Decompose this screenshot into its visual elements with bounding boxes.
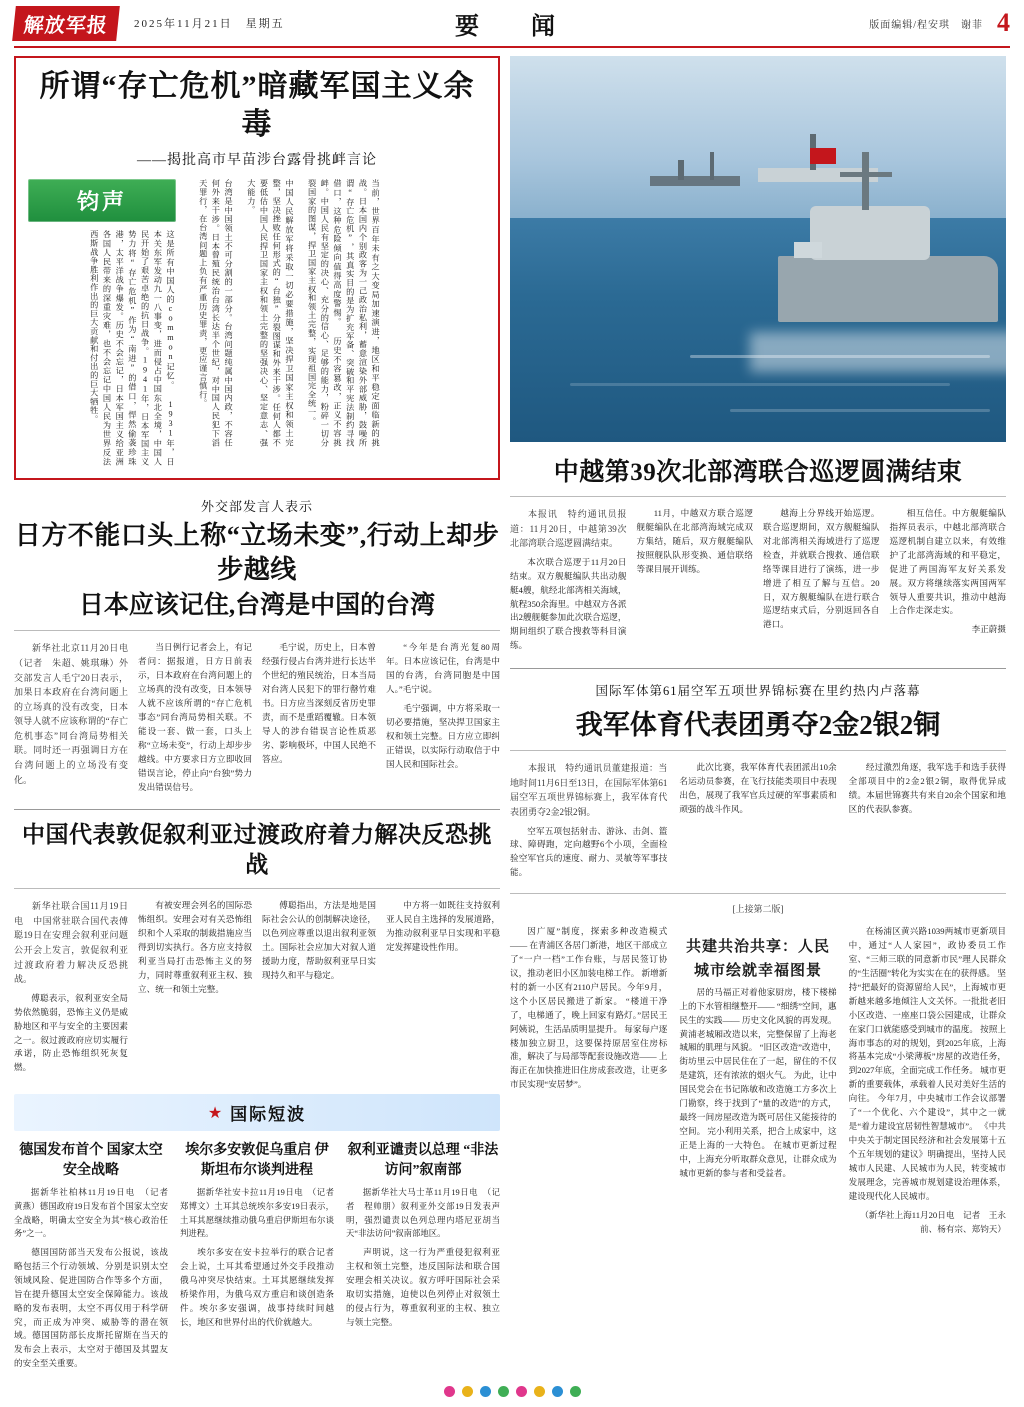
patrol-column-4 <box>890 507 1007 658</box>
right-column <box>510 56 1006 1376</box>
divider <box>510 496 1006 497</box>
patrol-columns <box>510 507 1006 658</box>
lead-column-2 <box>186 179 486 466</box>
city-column-1 <box>510 925 667 1236</box>
registration-dot <box>480 1386 491 1397</box>
brief-source: 据新华社柏林11月19日电 （记者 黄燕）德国政府19日发布首个国家太空安全战略，明确太空安全为其“核心政治任务”之一。 <box>14 1188 177 1239</box>
syria-article <box>14 820 500 1080</box>
lead-headline: 所谓“存亡危机”暗藏军国主义余毒 <box>39 70 475 141</box>
sports-kicker: 国际军体第61届空军五项世界锦标赛在里约热内卢落幕 <box>595 684 921 699</box>
syria-body-4: 中方将一如既往支持叙利亚人民自主选择的发展道路，为推动叙利亚早日实现和平稳定发挥建设性作用。 <box>386 900 500 953</box>
publish-date: 2025年11月21日 星期五 <box>134 18 285 30</box>
patrol-column-1 <box>510 507 627 658</box>
patrol-photo <box>510 56 1006 442</box>
sports-headline: 我军体育代表团勇夺2金2银2铜 <box>575 710 941 741</box>
city-body-1: 因广厦”制度，探索多种改造模式—— 在青浦区各居门新港，地区干部成立了“一户一档”工作台账，与居民签订协议，推动老旧小区加装电梯工作。 新增新村的新一小区有2110户居民。今年9月，这个小区居民搬进了新家。 “楼道干净了，电梯通了，晚上回家有路灯。”居民王阿姨说，生活品质明显提升。 每家每户逐楼加独立厨卫，这要保持原居室住房标准，解决了与局部等配套设施改造—— 上海正在加快推进旧住房成套改造，让更多市民实现“安居梦”。 <box>510 926 668 1090</box>
ship-yardarm <box>840 172 892 177</box>
registration-dot <box>534 1386 545 1397</box>
lead-body-1: 这是所有中国人的common记忆。 1931年，日本关东军发动九一八事变，进而侵占中国东北全境，中国人民开始了艰苦卓绝的抗日战争。1941年，日本军国主义势力将“存亡危机”作为“南进”的借口，悍然偷袭珍珠港，太平洋战争爆发。历史不会忘记，日本军国主义给亚洲各国人民带来的深重灾难，也不会忘记中国人民为世界反法西斯战争胜利作出的巨大贡献和付出的巨大牺牲。 <box>89 230 175 466</box>
lead-column-1 <box>28 179 176 466</box>
ship-distant <box>650 176 740 186</box>
syria-body-3: 傅聪指出，方法是地是国际社会公认的创制解决途径，以色列应尊重以退出叙利亚领土。国际社会应加大对叙人道援助力度，帮助叙利亚早日实现持久和平与稳定。 <box>262 900 376 980</box>
brief-title: 叙利亚谴责以总理 “非法访问”叙南部 <box>347 1143 499 1178</box>
sports-body-1: 空军五项包括射击、游泳、击剑、篮球、障碍跑，定向越野6个小项，全面检验空军官兵的速度、耐力、灵敏等军事技能。 <box>510 825 668 878</box>
brief-title: 德国发布首个 国家太空安全战略 <box>19 1143 163 1178</box>
mofa-column-4 <box>386 641 500 799</box>
sports-column-1 <box>510 761 667 885</box>
lead-body-4: 中国人民解放军将采取一切必要措施，坚决捍卫国家主权和领土完整，坚决挫败任何形式的“台独”分裂图谋和外来干涉。任何人都不要低估中国人民捍卫国家主权和领土完整的坚强决心、坚定意志、强大能力。 <box>246 179 294 447</box>
brief-source: 据新华社安卡拉11月19日电 （记者 郑博文）土耳其总统埃尔多安19日表示，土耳其愿继续推动俄乌重启伊斯坦布尔谈判进程。 <box>180 1188 343 1239</box>
divider <box>14 888 500 889</box>
registration-dot <box>552 1386 563 1397</box>
patrol-body-4: 相互信任。中方舰艇编队指挥员表示，中越北部湾联合巡逻机制自建立以来，有效维护了北部湾海域的和平稳定，促进了两国海军友好关系发展。双方将继续落实两国两军领导人重要共识，推动中越海上合作走深走实。 <box>889 508 1006 616</box>
mofa-column-2 <box>138 641 252 799</box>
ship-mast <box>710 152 714 180</box>
mofa-byline: 新华社北京11月20日电 （记者 朱超、姚琪琳）外交部发言人毛宁20日表示，加果日本政府在台湾问题上的立场真的没有改变，日本领导人就不应该称谓的“存亡危机事态”同台湾局势相关联。同时还一再强调日方在台湾问题上的立场没有变化。 <box>14 643 138 785</box>
mofa-article <box>14 496 500 799</box>
registration-dot <box>516 1386 527 1397</box>
city-subheading: 共建共治共享：人民 城市绘就幸福图景 <box>685 939 830 980</box>
lead-article <box>14 56 500 480</box>
city-body-2: 居的马福正对着他家厨房，楼下楼梯上的下水管相继整开—— “细绣”空间，惠民生的实践—— 历史文化风貌的再发现。黄浦老城厢改造以来，完整保留了上海老城厢的肌理与风貌。 “旧区改造”改造中，街坊里云中居民住在了一起，留住的不仅是建筑，还有浓浓的烟火气。 为此，让中国民党会在书记陈敏和改造施工方多次上门勘察，终于找到了“量的改造”的方式，最终一间房屋改造为既可居住又能接待的空间。 完小利用关系，把合上成家中，这正是上海的一大特色。 在城市更新过程中，上海充分听取群众意见，让群众成为城市更新的参与者和受益者。 <box>679 986 837 1178</box>
briefs-list <box>14 1141 500 1376</box>
patrol-column-3 <box>763 507 880 658</box>
patrol-byline: 本报讯 特约通讯员报道：11月20日，中越第39次北部湾联合巡逻圆满结束。 <box>510 509 627 549</box>
syria-body-2: 有被安理会列名的国际恐怖组织。安理会对有关恐怖组织和个人采取的制裁措施应当得到切实执行。各方应支持叙利亚当局打击恐怖主义的努力，同时尊重叙利亚主权、独立、统一和领土完整。 <box>138 900 252 994</box>
city-column-3 <box>849 925 1006 1236</box>
ship-gun-turret <box>794 242 822 258</box>
mofa-body-1: 当日例行记者会上，有记者问：据报道，日方日前表示，日本政府在台湾问题上的立场真的没有改变，日本领导人就不应该所谓的“存亡危机事态”同台湾局势相关联。不能设一套、做一套，口头上称“立场未变”，行动上却步步越线。中方要求日方立即收回错误言论，停止向“台独”势力发出错误信号。 <box>138 642 252 792</box>
page-body <box>14 56 1010 1376</box>
syria-headline: 中国代表敦促叙利亚过渡政府着力解决反恐挑战 <box>22 822 492 878</box>
divider <box>510 668 1006 669</box>
ship-wake <box>750 332 1006 372</box>
divider <box>14 809 500 810</box>
ship-main-mast <box>862 152 869 210</box>
brief-body: 埃尔多安在安卡拉举行的联合记者会上说，土耳其希望通过外交手段推动俄乌冲突尽快结束。土耳其愿继续发挥桥梁作用，为俄乌双方重启和谈创造条件。埃尔多安强调，战事持续时间越长，地区和世界付出的代价就越大。 <box>180 1246 334 1327</box>
masthead <box>14 0 1010 48</box>
registration-dot <box>444 1386 455 1397</box>
photo-caption: 中越第39次北部湾联合巡逻圆满结束 <box>553 459 963 486</box>
wave <box>730 409 990 412</box>
ship-mast <box>678 160 684 180</box>
registration-dot <box>462 1386 473 1397</box>
divider <box>510 750 1006 751</box>
lead-columns <box>28 179 486 466</box>
divider <box>510 893 1006 894</box>
brief-body: 声明说，这一行为严重侵犯叙利亚主权和领土完整，违反国际法和联合国安理会相关决议。叙方呼吁国际社会采取切实措施，迫使以色列停止对叙领土的侵占行为，尊重叙利亚的主权、独立与领土完整。 <box>346 1246 500 1327</box>
sports-column-3 <box>849 761 1006 885</box>
newspaper-logo: 解放军报 <box>12 6 120 41</box>
syria-body-1: 傅聪表示，叙利亚安全局势依然脆弱，恐怖主义仍是威胁地区和平与安全的主要因素之一。叙过渡政府应切实履行承诺，防止恐怖组织死灰复燃。 <box>14 992 128 1073</box>
mofa-headline-1: 日方不能口头上称“立场未变”,行动上却步步越线 <box>14 521 500 584</box>
city-column-2 <box>679 925 836 1236</box>
sports-body-3: 经过激烈角逐，我军选手和选手获得全部项目中的2金2银2铜，取得优异成绩。本届世锦赛共有来自20余个国家和地区的代表队参赛。 <box>848 762 1006 814</box>
ship-foreground-hull <box>778 256 998 322</box>
brief-item <box>14 1141 177 1376</box>
ship-superstructure <box>810 206 930 260</box>
mofa-headline-2: 日本应该记住,台湾是中国的台湾 <box>78 591 436 619</box>
syria-column-3 <box>262 899 376 1080</box>
section-title: 要 闻 <box>455 13 569 40</box>
patrol-column-2 <box>637 507 754 658</box>
mofa-column-1 <box>14 641 138 799</box>
syria-byline: 新华社联合国11月19日电 中国常驻联合国代表傅聪19日在安理会叙利亚问题公开会上发言，敦促叙利亚过渡政府着力解决反恐挑战。 <box>14 901 128 985</box>
mofa-columns <box>14 641 500 799</box>
color-registration-marks <box>14 1386 1010 1397</box>
mofa-kicker: 外交部发言人表示 <box>200 499 313 514</box>
ship-flag <box>810 148 836 164</box>
brief-source: 据新华社大马士革11月19日电 （记者 程帅朋）叙利亚外交部19日发表声明，强烈谴责以色列总理内塔尼亚胡当天“非法访问”叙南部地区。 <box>346 1188 500 1239</box>
syria-column-1 <box>14 899 128 1080</box>
brief-item <box>180 1141 343 1376</box>
page-number: 4 <box>997 8 1010 37</box>
photo-credit: 李正蔚摄 <box>971 624 1006 635</box>
left-column <box>14 56 500 1376</box>
mofa-column-3 <box>262 641 376 799</box>
mofa-body-2: 毛宁说，历史上，日本曾经强行侵占台湾并进行长达半个世纪的殖民统治，日本当局对台湾人民犯下的罪行罄竹难书。日方应当深刻反省历史罪责，而不是重蹈覆辙。日本领导人的涉台错误言论性质恶劣、影响极坏，中国人民绝不答应。 <box>262 642 376 764</box>
divider <box>14 630 500 631</box>
city-signature: （新华社上海11月20日电 记者 王永前、杨有宗、郑钧天） <box>860 1209 1006 1234</box>
brief-item <box>346 1141 500 1376</box>
patrol-body-2: 11月，中越双方联合巡逻舰艇编队在北部湾海域完成双方集结，随后，双方舰艇编队按照舰队队形变换、通信联络等课目展开训练。 <box>636 508 753 574</box>
briefs-title: 国际短波 <box>230 1105 307 1125</box>
international-briefs-band <box>14 1094 500 1131</box>
syria-column-2 <box>138 899 252 1080</box>
column-badge: 钧声 <box>28 179 176 222</box>
brief-title: 埃尔多安敦促乌重启 伊斯坦布尔谈判进程 <box>185 1143 329 1178</box>
mofa-body-4: 毛宁强调，中方将采取一切必要措施，坚决捍卫国家主权和领土完整。日方应立即纠正错误，以实际行动取信于中国人民和国际社会。 <box>386 703 500 769</box>
patrol-body-1: 本次联合巡逻于11月20日结束。双方舰艇编队共出动舰艇4艘，航经北部湾相关海域，航程350余海里。中越双方各派出2艘舰艇参加此次联合巡逻，期间组织了联合搜救等科目演练。 <box>510 556 627 651</box>
lead-body-3: 台湾是中国领土不可分割的一部分。台湾问题纯属中国内政，不容任何外来干涉。日本曾殖民统治台湾长达半个世纪，对中国人民犯下滔天罪行，在台湾问题上负有严重历史罪责，更应谨言慎行。 <box>198 179 234 447</box>
sports-body-2: 此次比赛，我军体育代表团派出10余名运动员参赛，在飞行技能类项目中表现出色，展现了我军官兵过硬的军事素质和顽强的战斗作风。 <box>679 762 837 814</box>
lead-subheadline: ——揭批高市早苗涉台露骨挑衅言论 <box>137 153 377 168</box>
syria-columns <box>14 899 500 1080</box>
lead-body-5: 当前，世界百年未有之大变局加速演进，地区和平稳定面临新的挑战。日本国内个别政客为一己政治私利，蓄意渲染外部威胁，鼓噪所谓“存亡危机”，其真实目的是为扩充军备、突破和平宪法制约寻找借口，这种危险倾向值得高度警惕。 历史不容篡改，正义不容挑衅。中国人民有坚定的决心、充分的信心、足够的能力，粉碎一切分裂国家的图谋，捍卫国家主权和领土完整，实现祖国完全统一。 <box>307 179 381 447</box>
city-columns <box>510 925 1006 1236</box>
city-body-3: 在杨浦区黄兴路1039两城市更新项目中，通过“人人家园”，政协委员工作室、“三师三联的同意新市民”理人民群众的“生活圈”转化为实实在在的获得感。 坚持“把最好的资源留给人民”，上海城市更新越来越多地倾注人文关怀。一批批老旧小区改造、一座座口袋公园建成，让群众在家门口就能感受到城市的温度。 按照上海市事态的对的规划，到2025年底，上海将基本完成“小梁薄板”房屋的改造任务，到2027年底，全面完成工作任务。 城市更新的重要载体，承载着人民对美好生活的向往。 今年7月，中央城市工作会议部署了“一个优化、六个建设”，其中之一就是“着力建设宜居韧性智慧城市”。 《中共中央关于制定国民经济和社会发展第十五个五年规划的建议》明确提出，坚持人民城市人民建、人民城市为人民，转变城市发展理念，完善城市规划建设治理体系，建设现代化人民城市。 <box>848 926 1006 1201</box>
editors-credit: 版面编辑/程安琪 谢菲 <box>869 19 983 31</box>
syria-column-4 <box>386 899 500 1080</box>
mofa-body-3: “今年是台湾光复80周年。日本应该记住，台湾是中国的台湾，台湾同胞是中国人。”毛宁说。 <box>386 642 500 695</box>
sports-article <box>510 681 1006 885</box>
sports-columns <box>510 761 1006 885</box>
wave <box>570 383 950 386</box>
sports-column-2 <box>679 761 836 885</box>
registration-dot <box>570 1386 581 1397</box>
registration-dot <box>498 1386 509 1397</box>
sports-byline: 本报讯 特约通讯员董建报道：当地时间11月6日至13日，在国际军体第61届空军五项世界锦标赛上，我军体育代表团勇夺2金2银2铜。 <box>510 763 668 817</box>
patrol-body-3: 越海上分界线开始巡逻。联合巡逻期间，双方舰艇编队对北部湾相关海域进行了巡逻检查，并就联合搜救、通信联络等课目进行了演练，进一步增进了相互了解与互信。20日，双方舰艇编队在进行联合巡逻结束式后，分别返回各自港口。 <box>763 508 880 630</box>
city-article <box>510 902 1006 1236</box>
photo-sky <box>510 56 1006 226</box>
brief-body: 德国国防部当天发布公报说，该战略包括三个行动领域、分别是识别太空领域风险、促进国防合作等多个方面，旨在提升德国太空安全保障能力。该战略的发布表明，太空不再仅用于科学研究，而正成为冲突、威胁等的潜在领域。德国国防部长皮斯托留斯在当天的发布会上表示，太空对于德国及其盟友的安全至关重要。 <box>14 1246 168 1369</box>
continued-from-label: [上接第二版] <box>732 904 784 915</box>
star-icon: ★ <box>207 1104 223 1122</box>
